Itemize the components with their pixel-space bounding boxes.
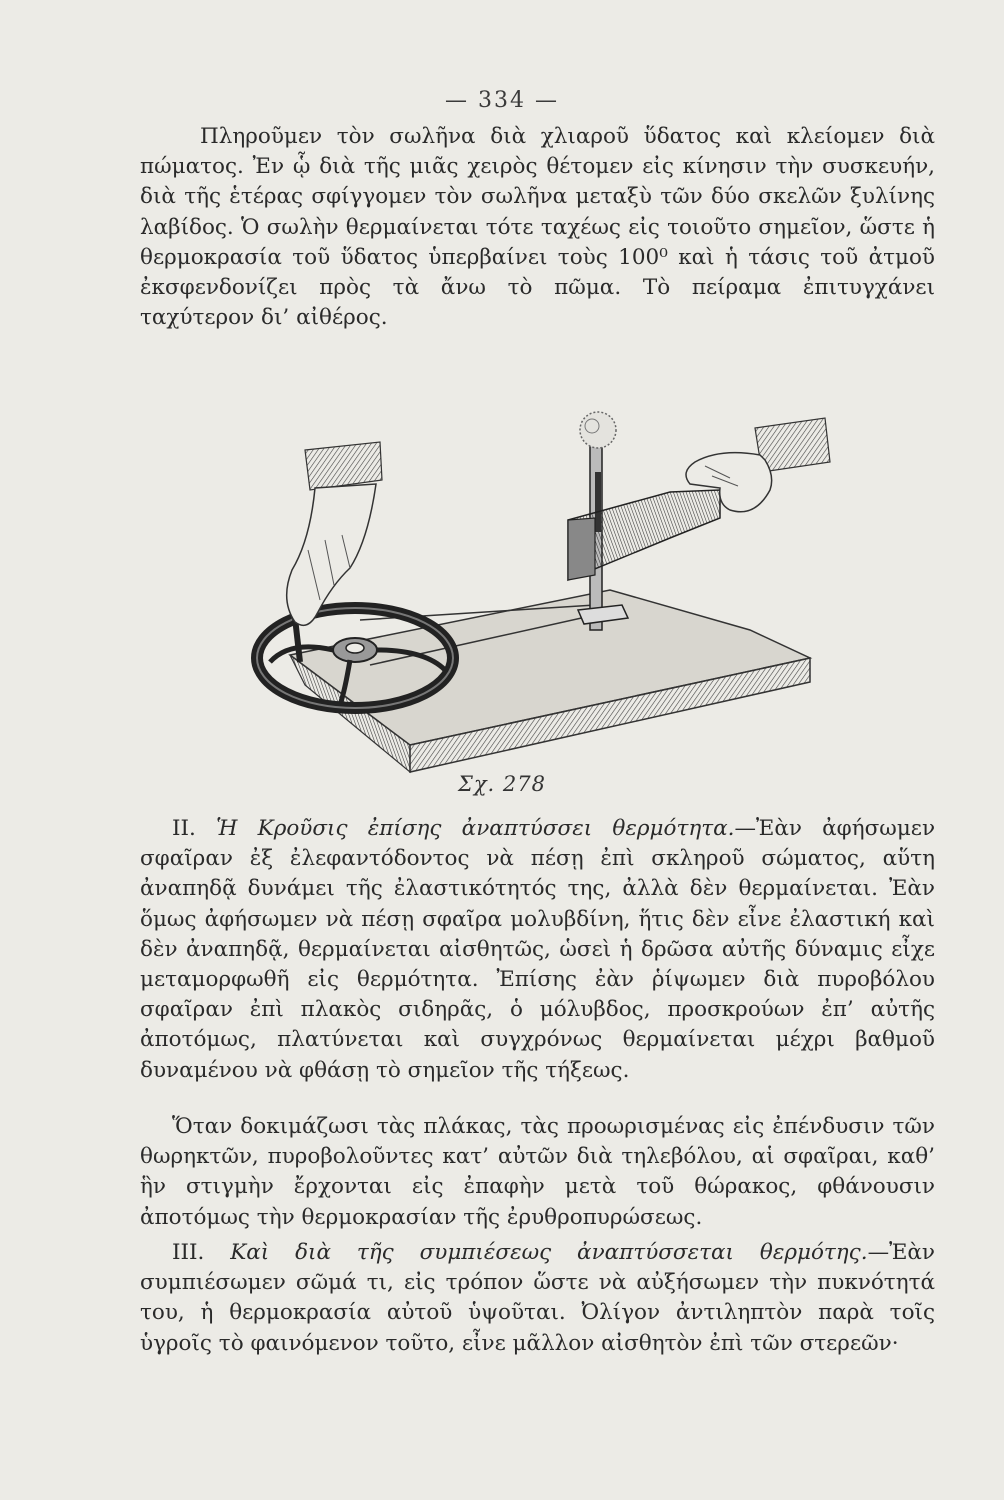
- section-iii-label: III.: [172, 1240, 205, 1265]
- section-ii-paragraph: [140, 814, 935, 1086]
- figure-caption: Σχ. 278: [457, 772, 546, 796]
- section-iii-text: —Ἐὰν συμπιέσωμεν σῶμά τι, εἰς τρόπον ὥστε νὰ αὐξήσωμεν τὴν πυκνότητά του, ἡ θερμοκρασία αὐτοῦ ὑψοῦται. Ὀλίγον ἀντιληπτὸν παρὰ τοῖς ὑγροῖς τὸ φαινόμενον τοῦτο, εἶνε μᾶλλον αἰσθητὸν ἐπὶ τῶν στερεῶν·: [140, 1240, 935, 1356]
- friction-apparatus-illustration: [250, 400, 840, 775]
- paragraph-armor-plates: Ὅταν δοκιμάζωσι τὰς πλάκας, τὰς προωρισμένας εἰς ἐπένδυσιν τῶν θωρηκτῶν, πυροβολοῦντες κατ’ αὐτῶν διὰ τηλεβόλου, αἱ σφαῖραι, καθ’ ἣν στιγμὴν ἔρχονται εἰς ἐπαφὴν μετὰ τοῦ θώρακος, φθάνουσιν ἀποτόμως τὴν θερμοκρασίαν τῆς ἐρυθροπυρώσεως.: [140, 1114, 935, 1230]
- section-ii-label: II.: [172, 816, 196, 841]
- section-iii-paragraph: [140, 1238, 935, 1359]
- page-number: — 334 —: [445, 88, 559, 113]
- section-ii-text: —Ἐὰν ἀφήσωμεν σφαῖραν ἐξ ἐλεφαντόδοντος νὰ πέσῃ ἐπὶ σκληροῦ σώματος, αὕτη ἀναπηδᾷ δυνάμει τῆς ἐλαστικότητός της, ἀλλὰ δὲν θερμαίνεται. Ἐὰν ὅμως ἀφήσωμεν νὰ πέσῃ σφαῖρα μολυβδίνη, ἥτις δὲν εἶνε ἐλαστική καὶ δὲν ἀναπηδᾷ, θερμαίνεται αἰσθητῶς, ὡσεὶ ἡ δρῶσα αὐτῆς δύναμις εἶχε μεταμορφωθῆ εἰς θερμότητα. Ἐπίσης ἐὰν ῥίψωμεν διὰ πυροβόλου σφαῖραν ἐπὶ πλακὸς σιδηρᾶς, ὁ μόλυβδος, προσκρούων ἐπ’ αὐτῆς ἀποτόμως, πλατύνεται καὶ συγχρόνως θερμαίνεται μέχρι βαθμοῦ δυναμένου νὰ φθάσῃ τὸ σημεῖον τῆς τήξεως.: [140, 816, 936, 1083]
- section-iii-title: Καὶ διὰ τῆς συμπιέσεως ἀναπτύσσεται θερμότης.: [230, 1240, 868, 1265]
- section-ii-title: Ἡ Κροῦσις ἐπίσης ἀναπτύσσει θερμότητα.: [216, 816, 735, 841]
- paragraph-tube-experiment: Πληροῦμεν τὸν σωλῆνα διὰ χλιαροῦ ὕδατος καὶ κλείομεν διὰ πώματος. Ἐν ᾧ διὰ τῆς μιᾶς χειρὸς θέτομεν εἰς κίνησιν τὴν συσκευήν, διὰ τῆς ἑτέρας σφίγγομεν τὸν σωλῆνα μεταξὺ τῶν δύο σκελῶν ξυλίνης λαβίδος. Ὁ σωλὴν θερμαίνεται τότε ταχέως εἰς τοιοῦτο σημεῖον, ὥστε ἡ θερμοκρασία τοῦ ὕδατος ὑπερβαίνει τοὺς 100⁰ καὶ ἡ τάσις τοῦ ἀτμοῦ ἐκσφενδονίζει πρὸς τὰ ἄνω τὸ πῶμα. Τὸ πείραμα ἐπιτυγχάνει ταχύτερον δι’ αἰθέρος.: [140, 124, 935, 331]
